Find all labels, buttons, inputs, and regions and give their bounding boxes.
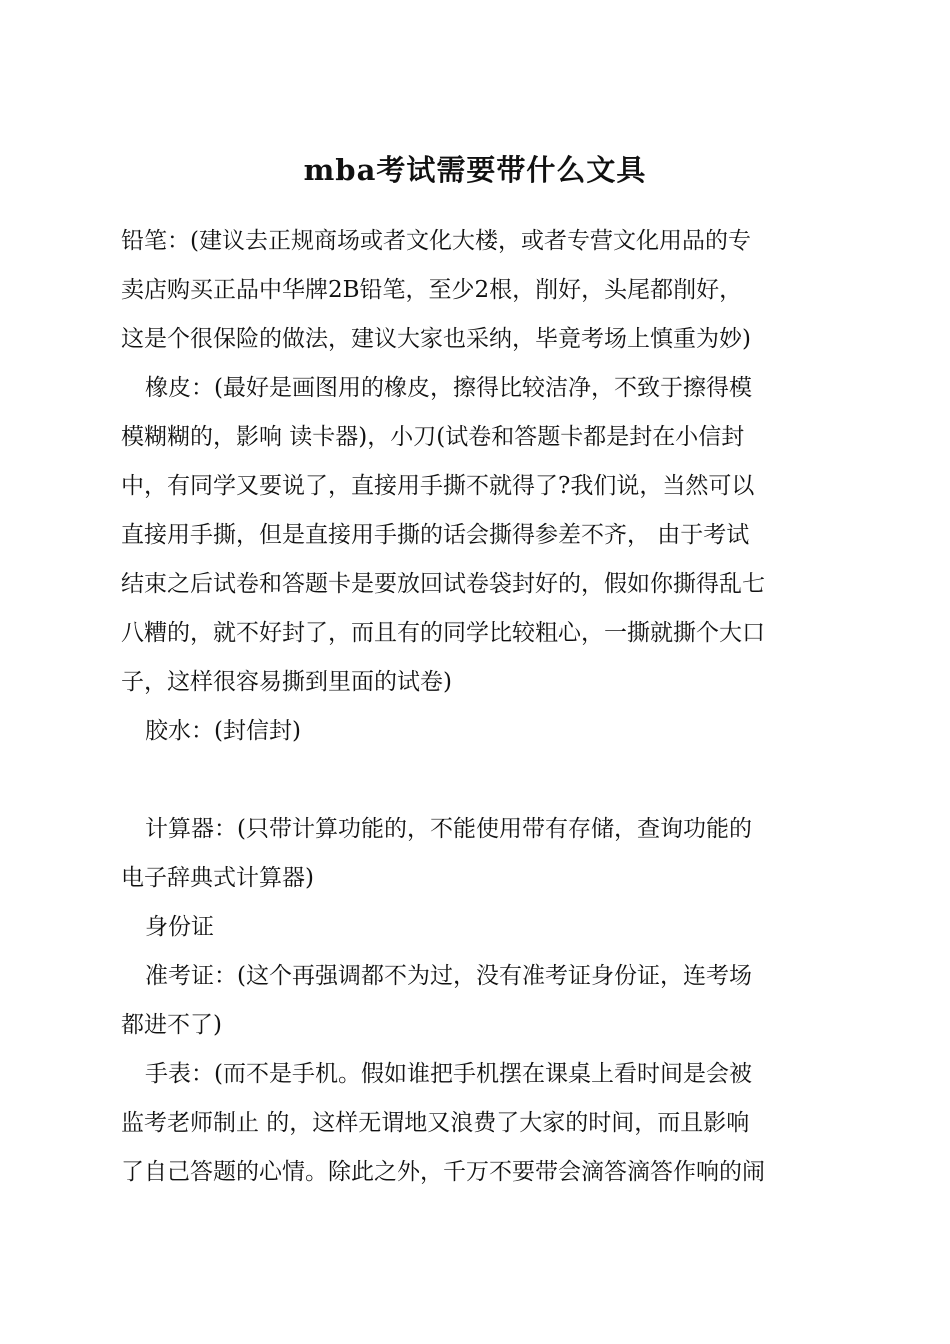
text-line: 直接用手撕，但是直接用手撕的话会撕得参差不齐， 由于考试 <box>121 522 750 548</box>
text-line: 计算器：(只带计算功能的，不能使用带有存储，查询功能的 <box>145 816 752 842</box>
text-line: 铅笔：(建议去正规商场或者文化大楼，或者专营文化用品的专 <box>121 228 751 254</box>
text-line: 了自己答题的心情。除此之外，千万不要带会滴答滴答作响的闹 <box>121 1159 765 1185</box>
text-line: 八糟的，就不好封了，而且有的同学比较粗心，一撕就撕个大口 <box>121 620 765 646</box>
text-line: 手表：(而不是手机。假如谁把手机摆在课桌上看时间是会被 <box>145 1061 752 1087</box>
text-line: 橡皮：(最好是画图用的橡皮，擦得比较洁净，不致于擦得模 <box>145 375 752 401</box>
text-line: 身份证 <box>145 914 214 940</box>
text-line: 卖店购买正品中华牌2B铅笔，至少2根，削好，头尾都削好， <box>121 277 743 303</box>
text-line: 都进不了) <box>121 1012 222 1038</box>
text-line: 模糊糊的，影响 读卡器)，小刀(试卷和答题卡都是封在小信封 <box>121 424 745 450</box>
document-title: mba考试需要带什么文具 <box>303 153 647 187</box>
text-line: 监考老师制止 的，这样无谓地又浪费了大家的时间，而且影响 <box>121 1110 750 1136</box>
text-line: 这是个很保险的做法，建议大家也采纳，毕竟考场上慎重为妙) <box>121 326 751 352</box>
document-body <box>121 217 833 1197</box>
text-line: 电子辞典式计算器) <box>121 865 314 891</box>
blank-line <box>121 756 833 805</box>
text-line: 胶水：(封信封) <box>145 718 301 744</box>
text-line: 结束之后试卷和答题卡是要放回试卷袋封好的，假如你撕得乱七 <box>121 571 765 597</box>
text-line: 准考证：(这个再强调都不为过，没有准考证身份证，连考场 <box>145 963 752 989</box>
text-line: 中，有同学又要说了，直接用手撕不就得了?我们说，当然可以 <box>121 473 755 499</box>
text-line: 子，这样很容易撕到里面的试卷) <box>121 669 452 695</box>
